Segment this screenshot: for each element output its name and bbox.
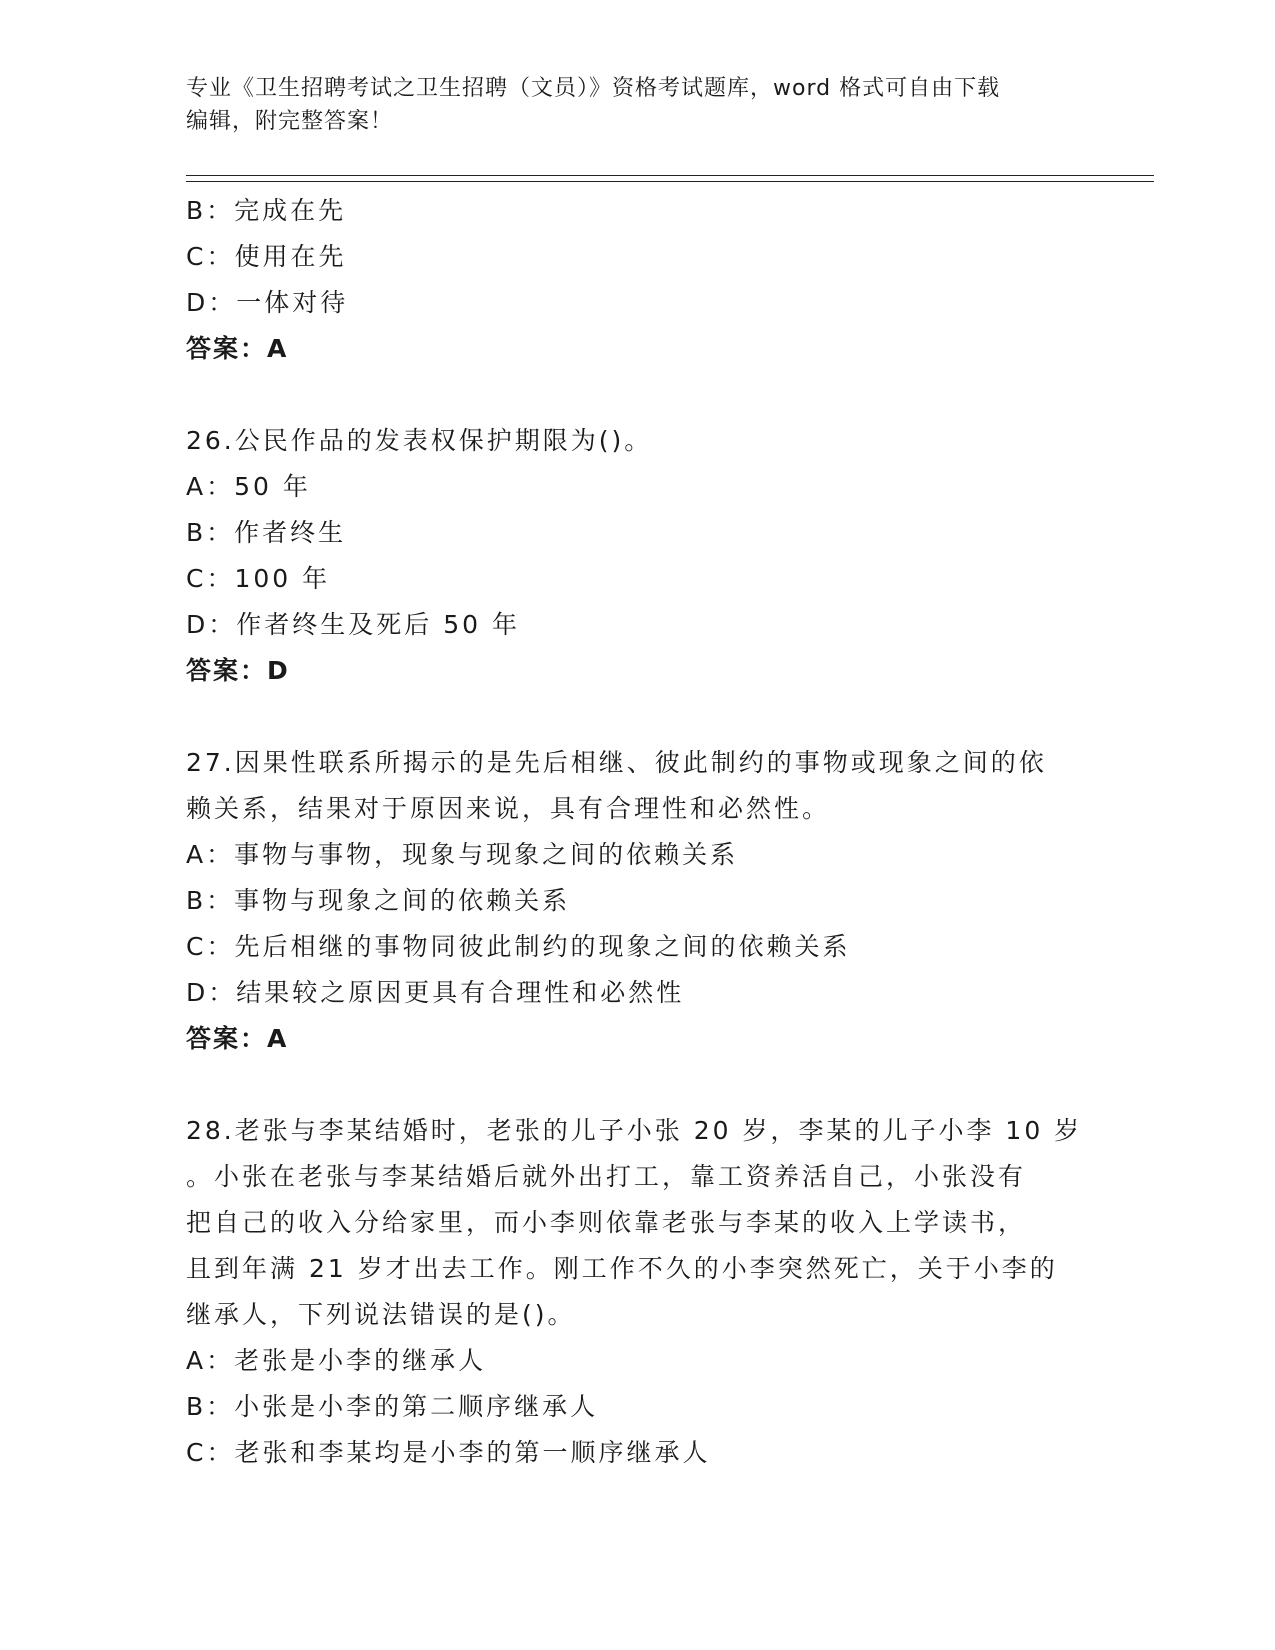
q28-question-line-3: 把自己的收入分给家里，而小李则依靠老张与李某的收入上学读书， bbox=[186, 1208, 1027, 1237]
question-28-block bbox=[186, 1108, 1086, 1476]
q26-option-b: B：作者终生 bbox=[186, 518, 347, 547]
q26-question: 26.公民作品的发表权保护期限为()。 bbox=[186, 426, 653, 455]
q27-answer: 答案：A bbox=[186, 1024, 289, 1053]
spacer bbox=[186, 1062, 1086, 1108]
question-26-block bbox=[186, 418, 1086, 694]
spacer bbox=[186, 372, 1086, 418]
page-header bbox=[186, 72, 1066, 138]
question-content bbox=[186, 188, 1086, 1476]
q25-option-c: C：使用在先 bbox=[186, 242, 347, 271]
q27-option-b: B：事物与现象之间的依赖关系 bbox=[186, 886, 571, 915]
header-rule-bottom bbox=[186, 181, 1154, 182]
q26-option-a: A：50 年 bbox=[186, 472, 311, 501]
spacer bbox=[186, 694, 1086, 740]
q27-option-d: D：结果较之原因更具有合理性和必然性 bbox=[186, 978, 685, 1007]
q25-option-d: D：一体对待 bbox=[186, 288, 349, 317]
q25-option-b: B：完成在先 bbox=[186, 196, 347, 225]
q28-question-line-4: 且到年满 21 岁才出去工作。刚工作不久的小李突然死亡，关于小李的 bbox=[186, 1254, 1058, 1283]
header-line-2: 编辑，附完整答案！ bbox=[186, 109, 394, 134]
q28-question-line-5: 继承人，下列说法错误的是()。 bbox=[186, 1300, 576, 1329]
q28-question-line-1: 28.老张与李某结婚时，老张的儿子小张 20 岁，李某的儿子小李 10 岁 bbox=[186, 1116, 1083, 1145]
q28-question-line-2: 。小张在老张与李某结婚后就外出打工，靠工资养活自己，小张没有 bbox=[186, 1162, 1027, 1191]
q28-option-b: B：小张是小李的第二顺序继承人 bbox=[186, 1392, 599, 1421]
q27-option-a: A：事物与事物，现象与现象之间的依赖关系 bbox=[186, 840, 739, 869]
q26-option-c: C：100 年 bbox=[186, 564, 331, 593]
question-27-block bbox=[186, 740, 1086, 1062]
header-rule-top bbox=[186, 175, 1154, 176]
header-line-1: 专业《卫生招聘考试之卫生招聘（文员）》资格考试题库，word 格式可自由下载 bbox=[186, 76, 1001, 101]
q26-answer: 答案：D bbox=[186, 656, 290, 685]
q27-option-c: C：先后相继的事物同彼此制约的现象之间的依赖关系 bbox=[186, 932, 851, 961]
q25-answer: 答案：A bbox=[186, 334, 289, 363]
q28-option-c: C：老张和李某均是小李的第一顺序继承人 bbox=[186, 1438, 711, 1467]
q27-question-line-2: 赖关系，结果对于原因来说，具有合理性和必然性。 bbox=[186, 794, 831, 823]
q27-question-line-1: 27.因果性联系所揭示的是先后相继、彼此制约的事物或现象之间的依 bbox=[186, 748, 1047, 777]
question-25-block bbox=[186, 188, 1086, 372]
q28-option-a: A：老张是小李的继承人 bbox=[186, 1346, 487, 1375]
q26-option-d: D：作者终生及死后 50 年 bbox=[186, 610, 520, 639]
